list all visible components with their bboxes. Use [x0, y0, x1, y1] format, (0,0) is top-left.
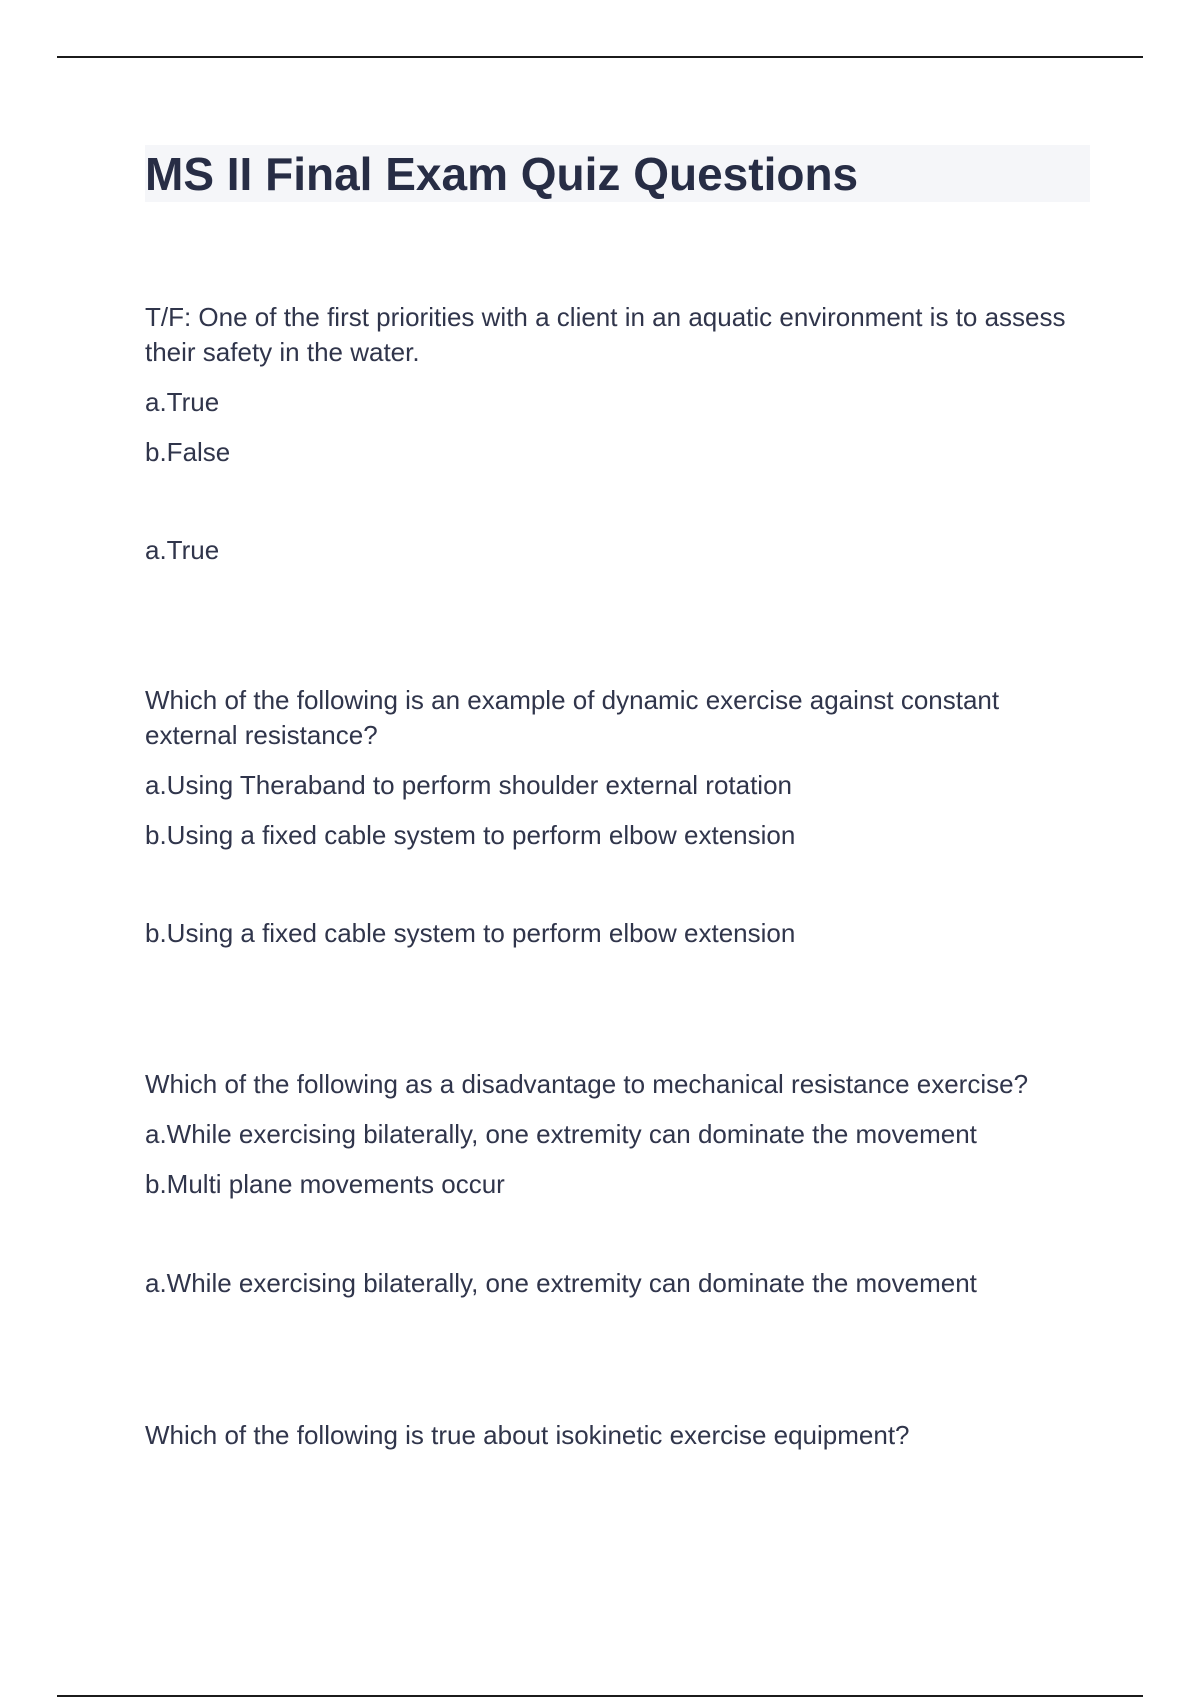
option-a: a.True	[145, 387, 220, 417]
question-block	[145, 683, 1085, 853]
option-b: b.Multi plane movements occur	[145, 1169, 505, 1199]
answer-text: a.While exercising bilaterally, one extremity can dominate the movement	[145, 1268, 977, 1298]
option-b: b.Using a fixed cable system to perform elbow extension	[145, 820, 796, 850]
question-text: Which of the following is an example of dynamic exercise against constant external resistance?	[145, 685, 1000, 750]
top-divider	[57, 56, 1143, 58]
page-title: MS II Final Exam Quiz Questions	[145, 148, 859, 200]
question-block	[145, 1418, 1085, 1453]
bottom-divider	[57, 1695, 1143, 1697]
question-text: T/F: One of the first priorities with a client in an aquatic environment is to assess their safety in the water.	[145, 302, 1066, 367]
question-text: Which of the following is true about isokinetic exercise equipment?	[145, 1420, 910, 1450]
question-block	[145, 1067, 1085, 1202]
question-block	[145, 300, 1085, 470]
answer-text: b.Using a fixed cable system to perform elbow extension	[145, 918, 796, 948]
option-b: b.False	[145, 437, 231, 467]
option-a: a.Using Theraband to perform shoulder external rotation	[145, 770, 793, 800]
answer-text: a.True	[145, 535, 220, 565]
option-a: a.While exercising bilaterally, one extremity can dominate the movement	[145, 1119, 977, 1149]
question-text: Which of the following as a disadvantage to mechanical resistance exercise?	[145, 1069, 1029, 1099]
